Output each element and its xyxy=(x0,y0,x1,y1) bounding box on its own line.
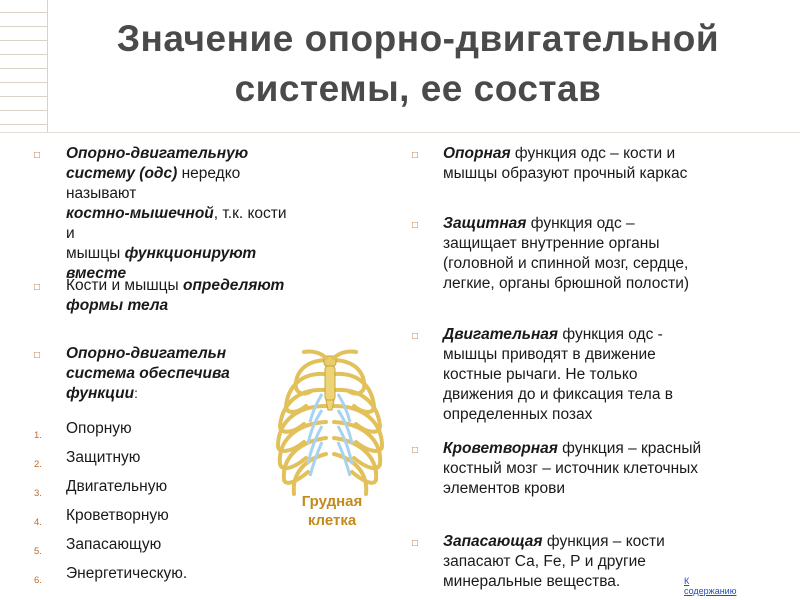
bullet-icon: □ xyxy=(34,150,41,161)
slide-title xyxy=(48,14,788,114)
text: Кроветворная xyxy=(443,440,558,457)
text: костно-мышечной xyxy=(66,205,214,222)
ribcage-caption xyxy=(292,492,372,530)
list-number: 6. xyxy=(34,575,42,586)
list-item: Кроветворную xyxy=(66,507,169,524)
bullet-icon: □ xyxy=(412,220,419,231)
text: , т.к. кости и xyxy=(66,205,287,242)
left-bullet-1 xyxy=(66,144,296,284)
bullet-icon: □ xyxy=(412,331,419,342)
text: элементов крови xyxy=(443,480,566,497)
text: минеральные вещества. xyxy=(443,573,621,590)
text: функция одс – кости и xyxy=(510,145,676,162)
decorative-lines xyxy=(0,0,48,132)
text: движения до и фиксация тела в xyxy=(443,386,673,403)
text: определяют xyxy=(182,277,285,294)
list-item: Запасающую xyxy=(66,536,162,553)
text: мышцы xyxy=(66,245,125,262)
text: вместе xyxy=(66,265,127,282)
list-item: Защитную xyxy=(66,449,141,466)
bullet-icon: □ xyxy=(412,538,419,549)
list-number: 3. xyxy=(34,488,42,499)
title-line-2: системы, ее состав xyxy=(234,68,602,109)
text: функции xyxy=(66,385,135,402)
text: запасают Са, Fe, Р и другие xyxy=(443,553,646,570)
text: систему (одс) xyxy=(66,165,178,182)
text: мышцы приводят в движение xyxy=(443,346,656,363)
bullet-icon: □ xyxy=(34,350,41,361)
text: определенных позах xyxy=(443,406,593,423)
table-of-contents-link[interactable] xyxy=(684,576,736,596)
title-line-1: Значение опорно-двигательной xyxy=(116,18,720,59)
text: костный мозг – источник клеточных xyxy=(443,460,699,477)
list-number: 4. xyxy=(34,517,42,528)
list-item: Двигательную xyxy=(66,478,168,495)
text: легкие, органы брюшной полости) xyxy=(443,275,690,292)
text: Защитная xyxy=(443,215,527,232)
list-item: Опорную xyxy=(66,420,132,437)
left-bullet-2 xyxy=(66,276,296,316)
bullet-icon: □ xyxy=(34,282,41,293)
text: защищает внутренние органы xyxy=(443,235,660,252)
left-bullet-3 xyxy=(66,344,291,404)
text: функционируют xyxy=(124,245,257,262)
text: клетка xyxy=(307,512,357,529)
ribcage-illustration xyxy=(270,348,390,506)
text: функция – кости xyxy=(542,533,665,550)
bullet-icon: □ xyxy=(412,445,419,456)
text: система обеспечива xyxy=(66,365,230,382)
text: нередко называют xyxy=(66,165,241,202)
text: мышцы образуют прочный каркас xyxy=(443,165,688,182)
list-item: Энергетическую. xyxy=(66,565,188,582)
right-bullet-1 xyxy=(443,144,788,184)
text: Опорно-двигательную xyxy=(66,145,249,162)
text: Опорная xyxy=(443,145,511,162)
text: К xyxy=(684,576,690,586)
text: содержанию xyxy=(684,586,737,596)
right-bullet-4 xyxy=(443,439,788,499)
list-number: 1. xyxy=(34,430,42,441)
text: Кости и мышцы xyxy=(66,277,183,294)
right-bullet-3 xyxy=(443,325,788,425)
text: : xyxy=(134,386,138,401)
text: формы тела xyxy=(66,297,169,314)
bullet-icon: □ xyxy=(412,150,419,161)
list-number: 5. xyxy=(34,546,42,557)
text: функция – красный xyxy=(557,440,702,457)
text: функция одс – xyxy=(526,215,635,232)
text: Запасающая xyxy=(443,533,543,550)
text: (головной и спинной мозг, сердце, xyxy=(443,255,689,272)
right-bullet-2 xyxy=(443,214,788,294)
text: Грудная xyxy=(301,493,363,510)
text: костные рычаги. Не только xyxy=(443,366,638,383)
text: функция одс - xyxy=(558,326,663,343)
list-number: 2. xyxy=(34,459,42,470)
text: Двигательная xyxy=(443,326,559,343)
text: Опорно-двигательн xyxy=(66,345,227,362)
title-divider xyxy=(0,132,800,133)
